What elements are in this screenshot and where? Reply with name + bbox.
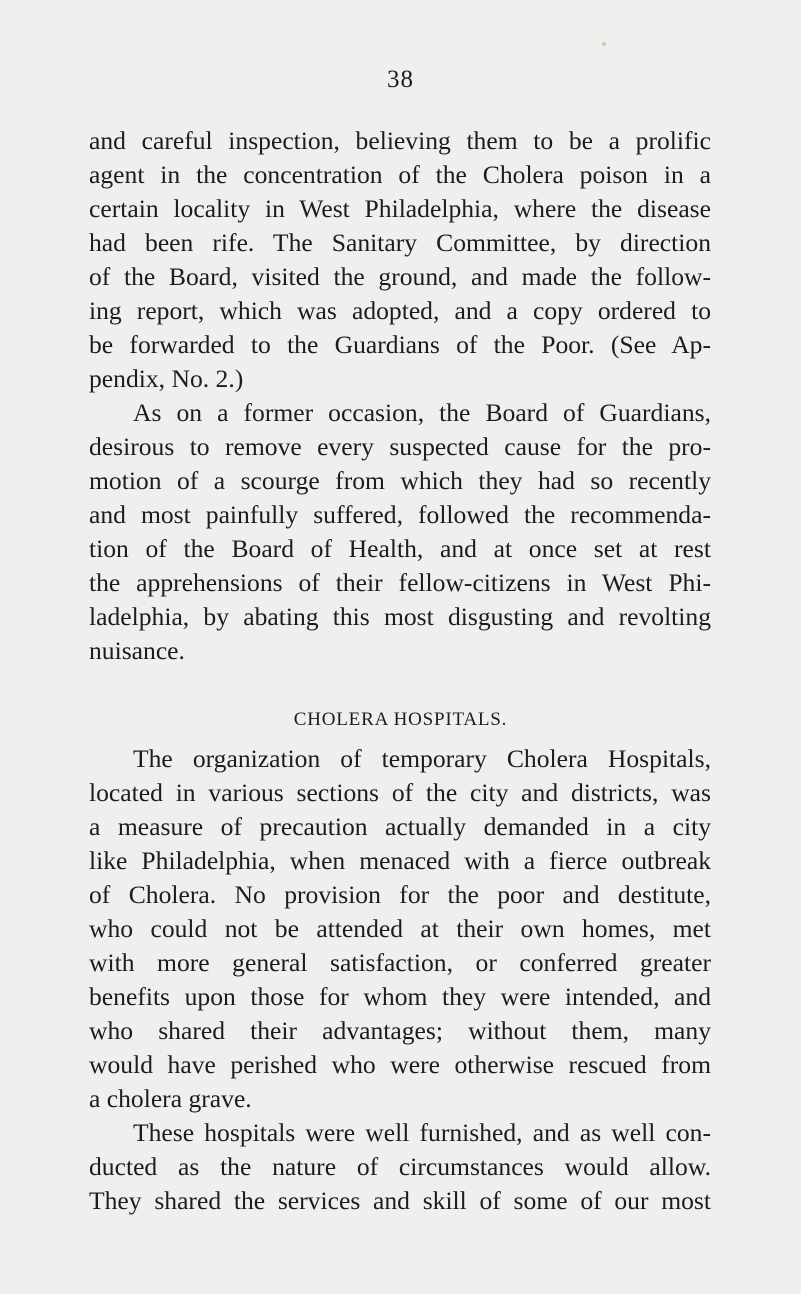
text-line: tion of the Board of Health, and at once set at rest [89,534,711,563]
text-line: The organization of temporary Cholera Hospitals, [133,744,711,773]
text-line: who shared their advantages; without them, many [89,1016,711,1045]
text-line: who could not be attended at their own homes, met [89,914,711,943]
text-line: located in various sections of the city and districts, was [89,778,711,807]
text-line: had been rife. The Sanitary Committee, by direction [89,228,711,257]
text-line: would have perished who were otherwise rescued from [89,1050,711,1079]
text-line: a cholera grave. [89,1084,252,1113]
text-line: agent in the concentration of the Cholera poison in a [89,160,711,189]
text-line: be forwarded to the Guardians of the Poor. (See Ap- [89,330,711,359]
text-line: of the Board, visited the ground, and made the follow- [89,262,711,291]
text-line: pendix, No. 2.) [89,364,244,393]
text-line: ing report, which was adopted, and a copy ordered to [89,296,711,325]
text-line: and careful inspection, believing them to be a prolific [89,126,711,155]
text-line: ladelphia, by abating this most disgusting and revolting [89,602,711,631]
text-line: They shared the services and skill of some of our most [89,1186,711,1215]
text-line: ducted as the nature of circumstances would allow. [89,1152,711,1181]
text-line: the apprehensions of their fellow-citizens in West Phi- [89,568,711,597]
page-number: 38 [387,66,414,93]
text-line: As on a former occasion, the Board of Guardians, [133,398,711,427]
text-line: a measure of precaution actually demanded in a city [89,812,711,841]
text-line: like Philadelphia, when menaced with a fierce outbreak [89,846,711,875]
text-line: nuisance. [89,636,185,665]
text-line: desirous to remove every suspected cause for the pro- [89,432,711,461]
section-heading: CHOLERA HOSPITALS. [293,709,508,730]
paper-speck [602,42,606,46]
text-line: and most painfully suffered, followed the recommenda- [89,500,711,529]
text-line: with more general satisfaction, or conferred greater [89,948,711,977]
text-line: motion of a scourge from which they had so recently [89,466,711,495]
text-line: benefits upon those for whom they were intended, and [89,982,711,1011]
text-line: of Cholera. No provision for the poor and destitute, [89,880,711,909]
text-line: These hospitals were well furnished, and as well con- [133,1118,711,1147]
text-line: certain locality in West Philadelphia, where the disease [89,194,711,223]
